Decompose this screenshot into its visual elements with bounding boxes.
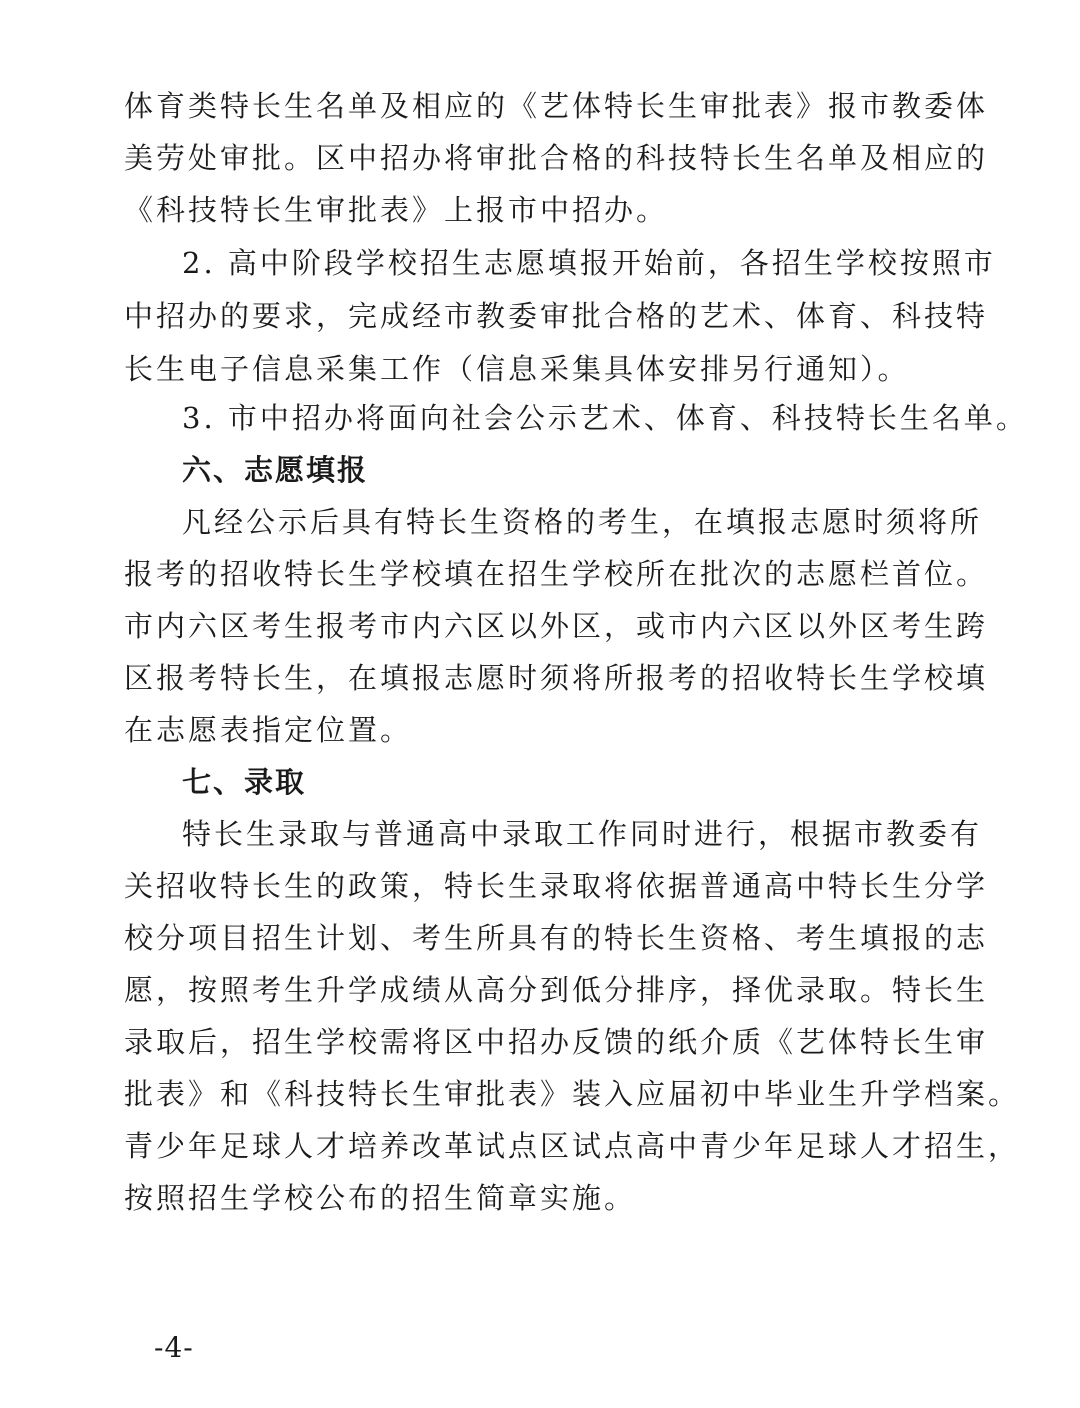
paragraph-line: 中招办的要求，完成经市教委审批合格的艺术、体育、科技特 bbox=[124, 299, 989, 333]
paragraph-line: 批表》和《科技特长生审批表》装入应届初中毕业生升学档案。 bbox=[124, 1077, 1021, 1111]
paragraph-line: 报考的招收特长生学校填在招生学校所在批次的志愿栏首位。 bbox=[124, 557, 989, 591]
paragraph-line: 体育类特长生名单及相应的《艺体特长生审批表》报市教委体 bbox=[124, 89, 989, 123]
paragraph-line: 青少年足球人才培养改革试点区试点高中青少年足球人才招生， bbox=[124, 1129, 1021, 1163]
paragraph-line: 美劳处审批。区中招办将审批合格的科技特长生名单及相应的 bbox=[124, 141, 989, 175]
paragraph-line: 区报考特长生，在填报志愿时须将所报考的招收特长生学校填 bbox=[124, 661, 989, 695]
paragraph-line: 《科技特长生审批表》上报市中招办。 bbox=[124, 193, 669, 227]
paragraph-line: 关招收特长生的政策，特长生录取将依据普通高中特长生分学 bbox=[124, 869, 989, 903]
paragraph-line: 录取后，招生学校需将区中招办反馈的纸介质《艺体特长生审 bbox=[124, 1025, 989, 1059]
section-heading-7: 七、录取 bbox=[182, 765, 307, 799]
section-heading-6: 六、志愿填报 bbox=[182, 453, 369, 487]
paragraph-line: 市内六区考生报考市内六区以外区，或市内六区以外区考生跨 bbox=[124, 609, 989, 643]
paragraph-line: 愿，按照考生升学成绩从高分到低分排序，择优录取。特长生 bbox=[124, 973, 989, 1007]
paragraph-line: 在志愿表指定位置。 bbox=[124, 713, 413, 747]
paragraph-line: 按照招生学校公布的招生简章实施。 bbox=[124, 1181, 637, 1215]
paragraph-line: 校分项目招生计划、考生所具有的特长生资格、考生填报的志 bbox=[124, 921, 989, 955]
list-item-3-line: 3. 市中招办将面向社会公示艺术、体育、科技特长生名单。 bbox=[182, 401, 1028, 435]
page-number: -4- bbox=[154, 1331, 194, 1364]
paragraph-line: 长生电子信息采集工作（信息采集具体安排另行通知）。 bbox=[124, 352, 910, 386]
paragraph-line: 特长生录取与普通高中录取工作同时进行，根据市教委有 bbox=[182, 817, 983, 851]
list-item-2-line: 2. 高中阶段学校招生志愿填报开始前，各招生学校按照市 bbox=[182, 246, 996, 280]
paragraph-line: 凡经公示后具有特长生资格的考生，在填报志愿时须将所 bbox=[182, 505, 983, 539]
